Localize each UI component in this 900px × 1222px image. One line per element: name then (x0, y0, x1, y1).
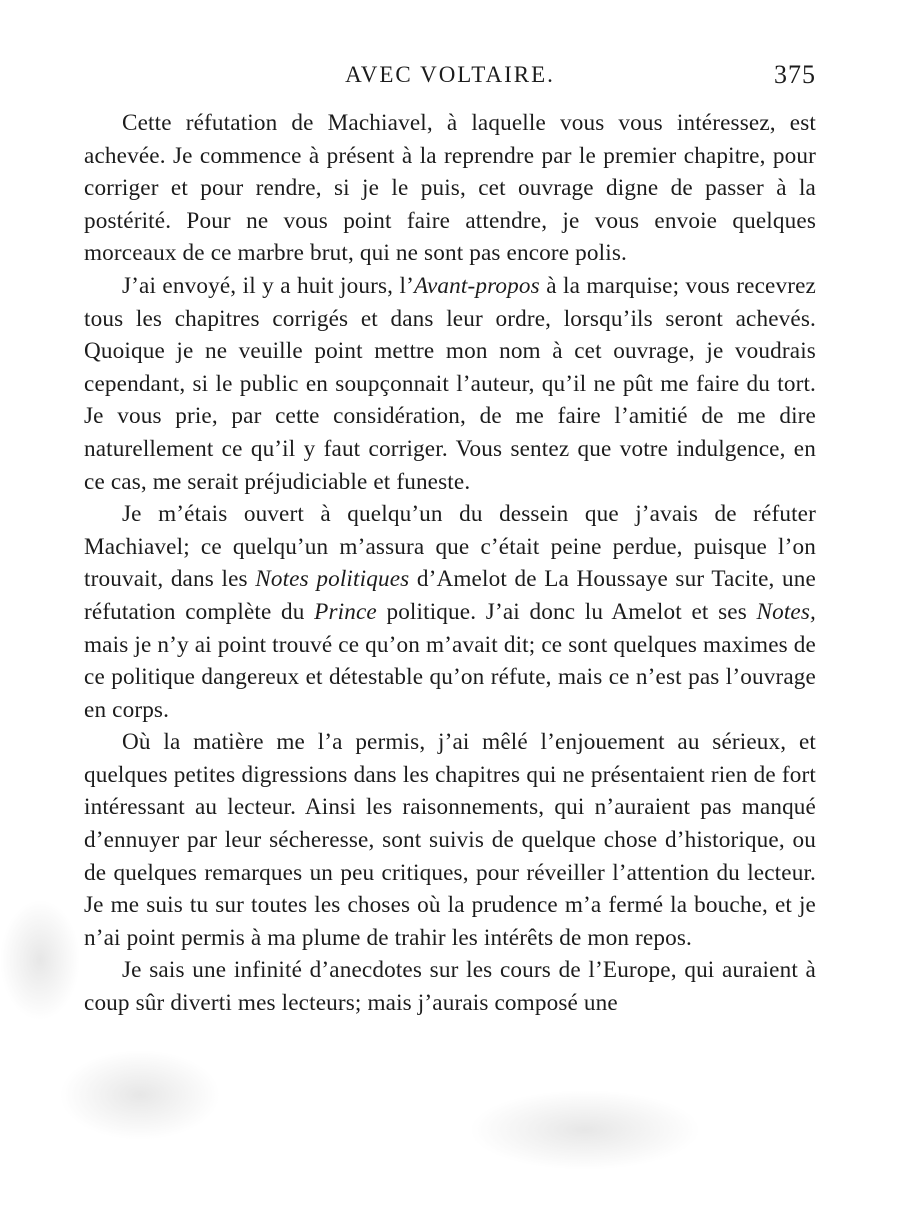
paragraph-text: mais je n’y ai point trouvé ce qu’on m’avait dit; ce sont quelques maximes de ce politique dangereux et détestable qu’on réfute, mais ce n’est pas l’ouvrage en corps. (84, 631, 816, 723)
paper-smudge (0, 900, 80, 1020)
italic-title-avant-propos: Avant-propos (413, 272, 540, 299)
paragraph-text: Je m’étais ouvert à quelqu’un du dessein que j’avais de réfuter Machiavel; ce quelqu’un m’assura que c’était peine perdue, puisque l’on trouvait, dans les (84, 501, 816, 593)
running-head (84, 60, 816, 90)
paragraph-3 (84, 498, 816, 726)
paragraph-text: d’Amelot de La Houssaye sur Tacite, une réfutation complète du (84, 566, 816, 625)
paragraph-text: Où la matière me l’a permis, j’ai mêlé l’enjouement au sérieux, et quelques petites digressions dans les chapitres qui ne présentaient rien de fort intéressant au lecteur. Ainsi les raisonnements, qui n’auraient pas manqué d’ennuyer par leur sécheresse, sont suivis de quelque chose d’historique, ou de quelques remarques un peu critiques, pour réveiller l’attention du lecteur. Je me suis tu sur toutes les choses où la prudence m’a fermé la bouche, et je n’ai point permis à ma plume de trahir les intérêts de mon repos. (84, 729, 816, 951)
italic-title-notes-politiques: Notes politiques (255, 566, 410, 593)
paragraph-text: Cette réfutation de Machiavel, à laquelle vous vous intéressez, est achevée. Je commence à présent à la reprendre par le premier chapitre, pour corriger et pour rendre, si je le puis, cet ouvrage digne de passer à la postérité. Pour ne vous point faire attendre, je vous envoie quelques morceaux de ce marbre brut, qui ne sont pas encore polis. (84, 110, 816, 267)
paper-smudge (60, 1050, 220, 1140)
paragraph-4 (84, 726, 816, 954)
paragraph-text: à la marquise; vous recevrez tous les chapitres corrigés et dans leur ordre, lorsqu’ils seront achevés. Quoique je ne veuille point mettre mon nom à cet ouvrage, je voudrais cependant, si le public en soupçonnait l’auteur, qu’il ne pût me faire du tort. Je vous prie, par cette considération, de me faire l’amitié de me dire naturellement ce qu’il y faut corriger. Vous sentez que votre indulgence, en ce cas, me serait préjudiciable et funeste. (84, 272, 816, 495)
paragraph-text: politique. J’ai donc lu Amelot et ses (376, 598, 757, 625)
paragraph-5 (84, 954, 816, 1019)
paragraph-text: J’ai envoyé, il y a huit jours, l’ (122, 272, 414, 299)
italic-title-notes: Notes, (756, 598, 816, 625)
italic-title-prince: Prince (314, 598, 377, 625)
body-text (84, 107, 816, 1020)
page-number: 375 (774, 60, 816, 89)
paragraph-1 (84, 107, 816, 270)
running-title: AVEC VOLTAIRE. (345, 62, 555, 87)
paper-smudge (470, 1090, 700, 1170)
paragraph-text: Je sais une infinité d’anecdotes sur les cours de l’Europe, qui auraient à coup sûr diverti mes lecteurs; mais j’aurais composé une (84, 957, 816, 1017)
paragraph-2 (84, 270, 816, 498)
